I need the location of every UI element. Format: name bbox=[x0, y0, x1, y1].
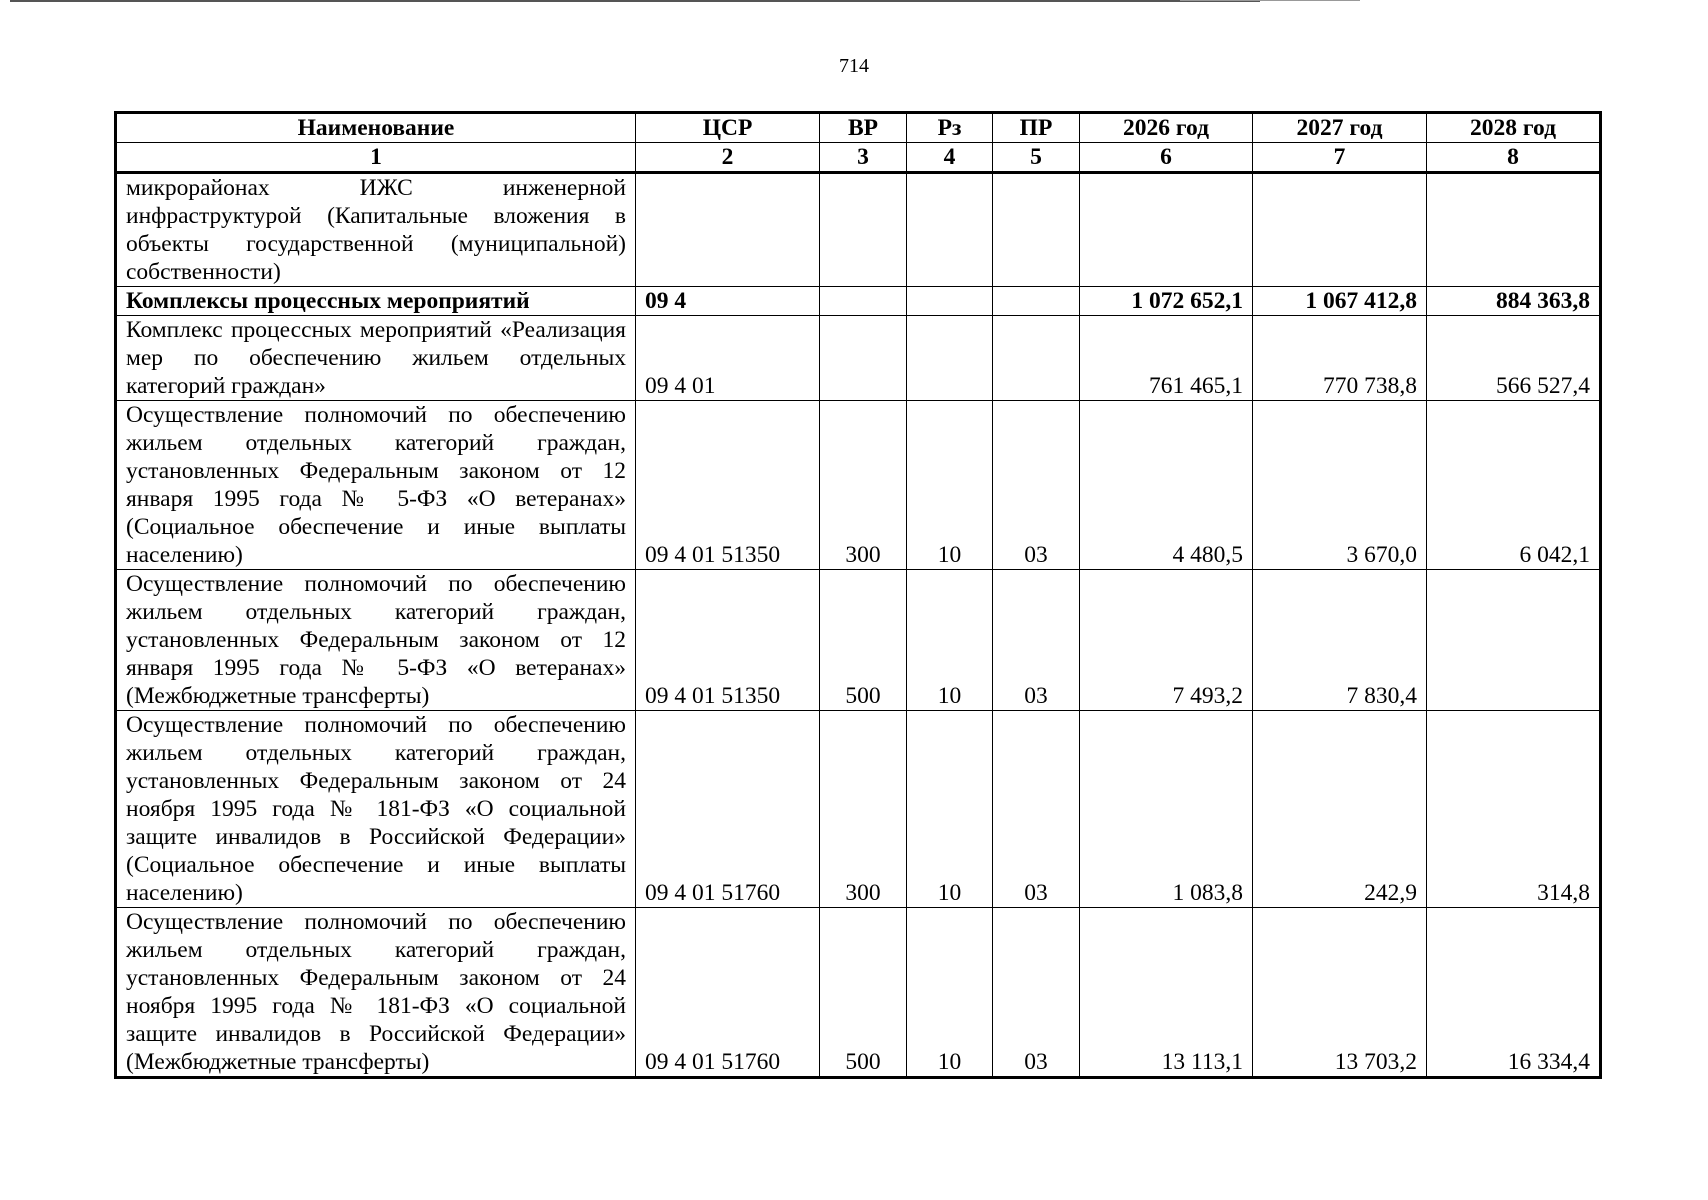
row-2027: 7 830,4 bbox=[1253, 570, 1427, 711]
row-2028: 566 527,4 bbox=[1427, 316, 1601, 401]
row-2026: 13 113,1 bbox=[1080, 908, 1253, 1078]
row-2026: 1 083,8 bbox=[1080, 711, 1253, 908]
row-rz bbox=[907, 173, 993, 287]
row-pr: 03 bbox=[993, 908, 1080, 1078]
row-2027: 1 067 412,8 bbox=[1253, 287, 1427, 316]
row-2027: 3 670,0 bbox=[1253, 401, 1427, 570]
row-2026 bbox=[1080, 173, 1253, 287]
row-rz bbox=[907, 287, 993, 316]
row-vr: 300 bbox=[820, 711, 907, 908]
header-2027: 2027 год bbox=[1253, 113, 1427, 143]
row-rz: 10 bbox=[907, 570, 993, 711]
row-vr: 300 bbox=[820, 401, 907, 570]
row-2028: 16 334,4 bbox=[1427, 908, 1601, 1078]
row-vr bbox=[820, 287, 907, 316]
header-name: Наименование bbox=[116, 113, 636, 143]
row-rz: 10 bbox=[907, 711, 993, 908]
table-row bbox=[116, 711, 1601, 908]
table-row bbox=[116, 173, 1601, 287]
column-number: 7 bbox=[1253, 143, 1427, 173]
row-vr bbox=[820, 173, 907, 287]
column-number: 3 bbox=[820, 143, 907, 173]
scan-top-edge bbox=[0, 0, 1708, 2]
scan-edge-line bbox=[1180, 0, 1360, 1]
row-pr: 03 bbox=[993, 401, 1080, 570]
row-csr: 09 4 bbox=[636, 287, 820, 316]
row-pr bbox=[993, 287, 1080, 316]
row-vr: 500 bbox=[820, 908, 907, 1078]
row-vr bbox=[820, 316, 907, 401]
row-2026: 7 493,2 bbox=[1080, 570, 1253, 711]
row-csr: 09 4 01 51350 bbox=[636, 570, 820, 711]
row-csr: 09 4 01 bbox=[636, 316, 820, 401]
row-name: Комплекс процессных мероприятий «Реализация мер по обеспечению жильем отдельных категорий граждан» bbox=[116, 316, 636, 401]
header-rz: Рз bbox=[907, 113, 993, 143]
row-name: Осуществление полномочий по обеспечению жильем отдельных категорий граждан, установленных Федеральным законом от 24 ноября 1995 года № 181-ФЗ «О социальной защите инвалидов в Российской Федерации» (Межбюджетные трансферты) bbox=[116, 908, 636, 1078]
row-2027 bbox=[1253, 173, 1427, 287]
column-number: 2 bbox=[636, 143, 820, 173]
row-pr: 03 bbox=[993, 570, 1080, 711]
column-number: 5 bbox=[993, 143, 1080, 173]
row-2028: 884 363,8 bbox=[1427, 287, 1601, 316]
row-pr: 03 bbox=[993, 711, 1080, 908]
column-number: 6 bbox=[1080, 143, 1253, 173]
row-csr bbox=[636, 173, 820, 287]
column-number: 4 bbox=[907, 143, 993, 173]
column-number: 1 bbox=[116, 143, 636, 173]
table-row bbox=[116, 570, 1601, 711]
row-csr: 09 4 01 51760 bbox=[636, 908, 820, 1078]
row-rz: 10 bbox=[907, 908, 993, 1078]
row-2028 bbox=[1427, 173, 1601, 287]
row-2027: 13 703,2 bbox=[1253, 908, 1427, 1078]
row-name: Осуществление полномочий по обеспечению жильем отдельных категорий граждан, установленных Федеральным законом от 12 января 1995 года № 5-ФЗ «О ветеранах» (Социальное обеспечение и иные выплаты населению) bbox=[116, 401, 636, 570]
row-name: Осуществление полномочий по обеспечению жильем отдельных категорий граждан, установленных Федеральным законом от 12 января 1995 года № 5-ФЗ «О ветеранах» (Межбюджетные трансферты) bbox=[116, 570, 636, 711]
row-pr bbox=[993, 173, 1080, 287]
row-vr: 500 bbox=[820, 570, 907, 711]
table-row bbox=[116, 908, 1601, 1078]
row-name: Комплексы процессных мероприятий bbox=[116, 287, 636, 316]
row-csr: 09 4 01 51350 bbox=[636, 401, 820, 570]
header-csr: ЦСР bbox=[636, 113, 820, 143]
row-rz bbox=[907, 316, 993, 401]
header-row bbox=[116, 113, 1601, 143]
scan-edge-line bbox=[10, 0, 1260, 2]
table-row-total bbox=[116, 287, 1601, 316]
row-2028: 6 042,1 bbox=[1427, 401, 1601, 570]
row-name: Осуществление полномочий по обеспечению жильем отдельных категорий граждан, установленных Федеральным законом от 24 ноября 1995 года № 181-ФЗ «О социальной защите инвалидов в Российской Федерации» (Социальное обеспечение и иные выплаты населению) bbox=[116, 711, 636, 908]
table-row bbox=[116, 316, 1601, 401]
header-2026: 2026 год bbox=[1080, 113, 1253, 143]
row-name: микрорайонах ИЖС инженерной инфраструктурой (Капитальные вложения в объекты государственной (муниципальной) собственности) bbox=[116, 173, 636, 287]
column-number-row bbox=[116, 143, 1601, 173]
row-csr: 09 4 01 51760 bbox=[636, 711, 820, 908]
header-2028: 2028 год bbox=[1427, 113, 1601, 143]
row-2026: 4 480,5 bbox=[1080, 401, 1253, 570]
budget-table bbox=[114, 111, 1602, 1079]
row-2027: 770 738,8 bbox=[1253, 316, 1427, 401]
header-pr: ПР bbox=[993, 113, 1080, 143]
page-number: 714 bbox=[839, 55, 869, 77]
row-2028: 314,8 bbox=[1427, 711, 1601, 908]
row-2026: 761 465,1 bbox=[1080, 316, 1253, 401]
column-number: 8 bbox=[1427, 143, 1601, 173]
row-2027: 242,9 bbox=[1253, 711, 1427, 908]
row-2026: 1 072 652,1 bbox=[1080, 287, 1253, 316]
row-pr bbox=[993, 316, 1080, 401]
row-2028 bbox=[1427, 570, 1601, 711]
row-rz: 10 bbox=[907, 401, 993, 570]
table-row bbox=[116, 401, 1601, 570]
header-vr: ВР bbox=[820, 113, 907, 143]
